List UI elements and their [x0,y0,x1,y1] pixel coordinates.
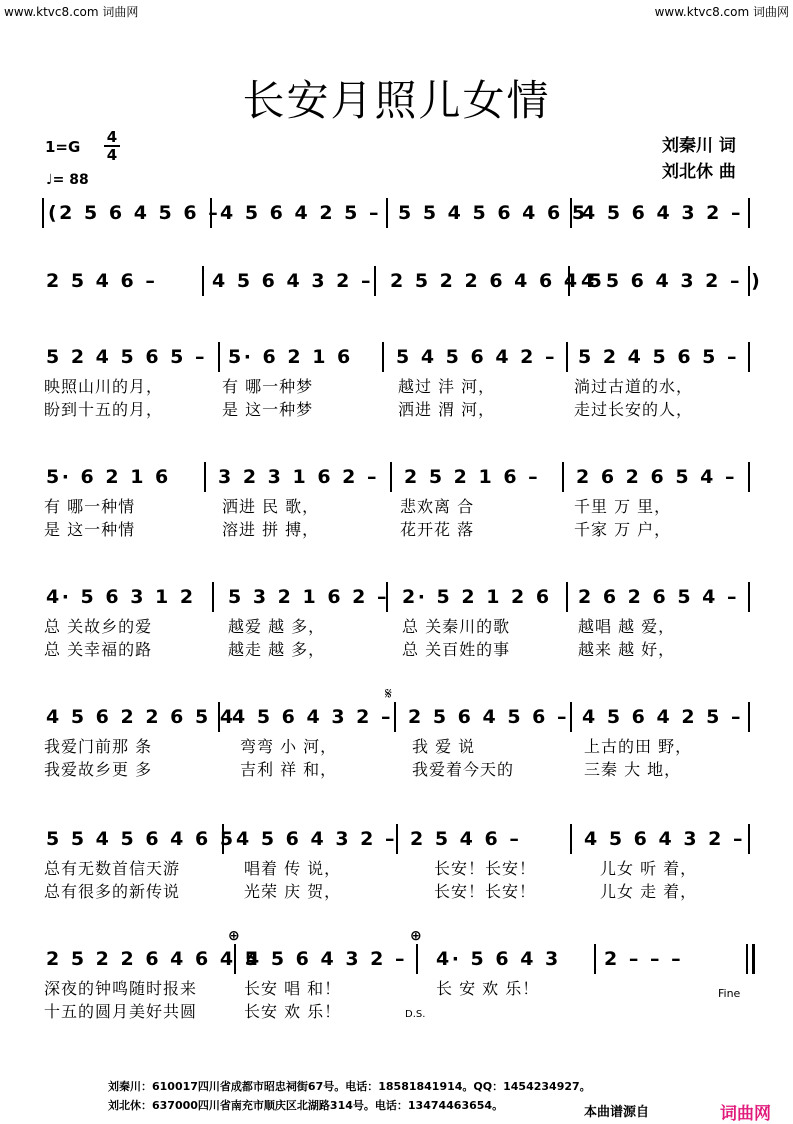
measure: 4 5 6 4 3 2 – [246,948,408,970]
measure: 2· 5 2 1 2 6 [402,586,552,608]
lyricist-credit: 刘秦川 词 [662,136,736,156]
lyric-verse-1: 有 哪一种情 [44,497,136,516]
lyric-verse-1: 越爱 越 多， [228,617,326,636]
barline [204,462,206,492]
lyric-verse-2: 溶进 拼 搏， [222,520,320,539]
lyric-verse-2: 儿女 走 着， [600,882,698,901]
barline [748,462,750,492]
lyric-verse-1: 总有无数首信天游 [44,859,181,878]
barline [566,342,568,372]
key-signature: 1=G [45,138,81,156]
staff-line [0,706,793,779]
tempo-value: = 88 [52,172,89,188]
lyric-verse-1: 总 关故乡的爱 [44,617,153,636]
barline [568,266,570,296]
measure: 2 5 4 6 – [46,270,158,292]
lyric-verse-1: 映照山川的月， [44,377,164,396]
barline [222,824,224,854]
staff-line [0,828,793,901]
barline [390,462,392,492]
final-barline [746,944,755,974]
barline [748,824,750,854]
lyric-verse-2: 盼到十五的月， [44,400,164,419]
staff-line [0,202,793,242]
measure: 5 5 4 5 6 4 6 5 [398,202,588,224]
lyric-verse-2: 总有很多的新传说 [44,882,181,901]
measure: 5 5 4 5 6 4 6 5 [46,828,236,850]
barline [748,342,750,372]
barline [748,198,750,228]
lyric-verse-1: 唱着 传 说， [244,859,342,878]
barline [396,824,398,854]
measure: 4 5 6 4 3 2 – ) [581,270,763,292]
measure: 4 5 6 4 2 5 – [220,202,382,224]
measure: 3 2 3 1 6 2 – [218,466,380,488]
barline [394,702,396,732]
measure: 4 5 6 4 3 2 – [236,828,398,850]
staff-line [0,586,793,659]
lyric-verse-2: 总 关幸福的路 [44,640,153,659]
coda-icon-2: ⊕ [410,928,422,944]
lyric-verse-1: 长安 唱 和！ [244,979,342,998]
barline [416,944,418,974]
measure: 5 2 4 5 6 5 – [46,346,208,368]
measure: 5 4 5 6 4 2 – [396,346,558,368]
lyric-verse-1: 儿女 听 着， [600,859,698,878]
lyric-verse-1: 有 哪一种梦 [222,377,314,396]
barline [212,582,214,612]
measure: 2 5 4 6 – [410,828,522,850]
lyric-verse-2: 光荣 庆 贺， [244,882,342,901]
lyric-verse-2: 是 这一种梦 [222,400,314,419]
lyric-verse-2: 千家 万 户， [574,520,672,539]
barline [202,266,204,296]
lyric-verse-2: 走过长安的人， [574,400,694,419]
barline [570,198,572,228]
barline [748,266,750,296]
barline [748,582,750,612]
measure: 2 5 2 2 6 4 6 4 5 [390,270,605,292]
segno-icon: 𝄋 [385,684,392,703]
barline [218,342,220,372]
staff-line [0,346,793,419]
barline [594,944,596,974]
lyric-verse-2: 是 这一种情 [44,520,136,539]
barline [218,702,220,732]
tempo-marking [46,172,89,188]
lyric-verse-1: 深夜的钟鸣随时报来 [44,979,198,998]
measure: 4 5 6 4 3 2 – [584,828,746,850]
lyric-verse-2: 总 关百姓的事 [402,640,511,659]
lyric-verse-1: 越过 沣 河， [398,377,496,396]
barline [566,582,568,612]
measure: 4 5 6 4 2 5 – [582,706,744,728]
measure: 4 5 6 4 3 2 – [212,270,374,292]
measure: (2 5 6 4 5 6 – [48,202,221,224]
fine-marking: Fine [718,987,741,1000]
measure: 5· 6 2 1 6 [46,466,171,488]
measure: 4 5 6 4 3 2 – [232,706,394,728]
watermark-right: www.ktvc8.com 词曲网 [654,5,789,19]
lyric-verse-1: 我 爱 说 [412,737,476,756]
barline [374,266,376,296]
staff-line [0,270,793,310]
barline [748,702,750,732]
lyric-verse-2: 吉利 祥 和， [240,760,338,779]
staff-line [0,466,793,539]
quarter-note-icon: ♩ [46,172,53,188]
measure: 2 – – – [604,948,684,970]
barline [570,824,572,854]
lyric-verse-1: 千里 万 里， [574,497,672,516]
measure: 4· 5 6 4 3 [436,948,561,970]
watermark-left: www.ktvc8.com 词曲网 [4,5,139,19]
source-label: 本曲谱源自 [584,1105,650,1120]
lyric-verse-2: 长安 欢 乐！ [244,1002,342,1021]
lyric-verse-1: 长 安 欢 乐！ [436,979,540,998]
lyric-verse-2: 洒进 渭 河， [398,400,496,419]
lyric-verse-2: 我爱着今天的 [412,760,515,779]
lyric-verse-1: 淌过古道的水， [574,377,694,396]
barline [386,582,388,612]
measure: 4 5 6 2 2 6 5 4 [46,706,236,728]
measure: 2 5 2 1 6 – [404,466,541,488]
lyric-verse-1: 悲欢离 合 [400,497,475,516]
measure: 4· 5 6 3 1 2 [46,586,196,608]
measure: 4 5 6 4 3 2 – [582,202,744,224]
measure: 5· 6 2 1 6 [228,346,353,368]
lyric-verse-1: 洒进 民 歌， [222,497,320,516]
lyric-verse-1: 越唱 越 爱， [578,617,676,636]
measure: 5 3 2 1 6 2 – [228,586,390,608]
time-signature [104,130,120,162]
lyric-verse-1: 弯弯 小 河， [240,737,338,756]
measure: 2 5 2 2 6 4 6 4 5 [46,948,261,970]
lyric-verse-1: 上古的田 野， [584,737,693,756]
barline [386,198,388,228]
footer-contact-lyricist: 刘秦川：610017四川省成都市昭忠祠街67号。电话：18581841914。QQ：1454234927。 [108,1080,591,1093]
time-bottom: 4 [106,146,118,164]
lyric-verse-1: 长安！长安！ [434,859,537,878]
lyric-verse-2: 我爱故乡更 多 [44,760,153,779]
measure: 2 5 6 4 5 6 – [408,706,570,728]
measure: 2 6 2 6 5 4 – [576,466,738,488]
ds-marking: D.S. [405,1009,426,1020]
measure: 2 6 2 6 5 4 – [578,586,740,608]
barline [382,342,384,372]
measure: 5 2 4 5 6 5 – [578,346,740,368]
barline [562,462,564,492]
barline [234,944,236,974]
barline [42,198,44,228]
lyric-verse-2: 越走 越 多， [228,640,326,659]
lyric-verse-2: 花开花 落 [400,520,475,539]
coda-icon: ⊕ [228,928,240,944]
barline [210,198,212,228]
lyric-verse-1: 我爱门前那 条 [44,737,153,756]
lyric-verse-1: 总 关秦川的歌 [402,617,511,636]
lyric-verse-2: 长安！长安！ [434,882,537,901]
composer-credit: 刘北休 曲 [662,162,736,182]
lyric-verse-2: 三秦 大 地， [584,760,682,779]
song-title: 长安月照儿女情 [242,76,551,125]
site-logo: 词曲网 [720,1104,771,1124]
lyric-verse-2: 十五的圆月美好共圆 [44,1002,198,1021]
lyric-verse-2: 越来 越 好， [578,640,676,659]
footer-contact-composer: 刘北休：637000四川省南充市顺庆区北湖路314号。电话：13474463654。 [108,1099,504,1112]
time-top: 4 [106,128,118,146]
barline [570,702,572,732]
